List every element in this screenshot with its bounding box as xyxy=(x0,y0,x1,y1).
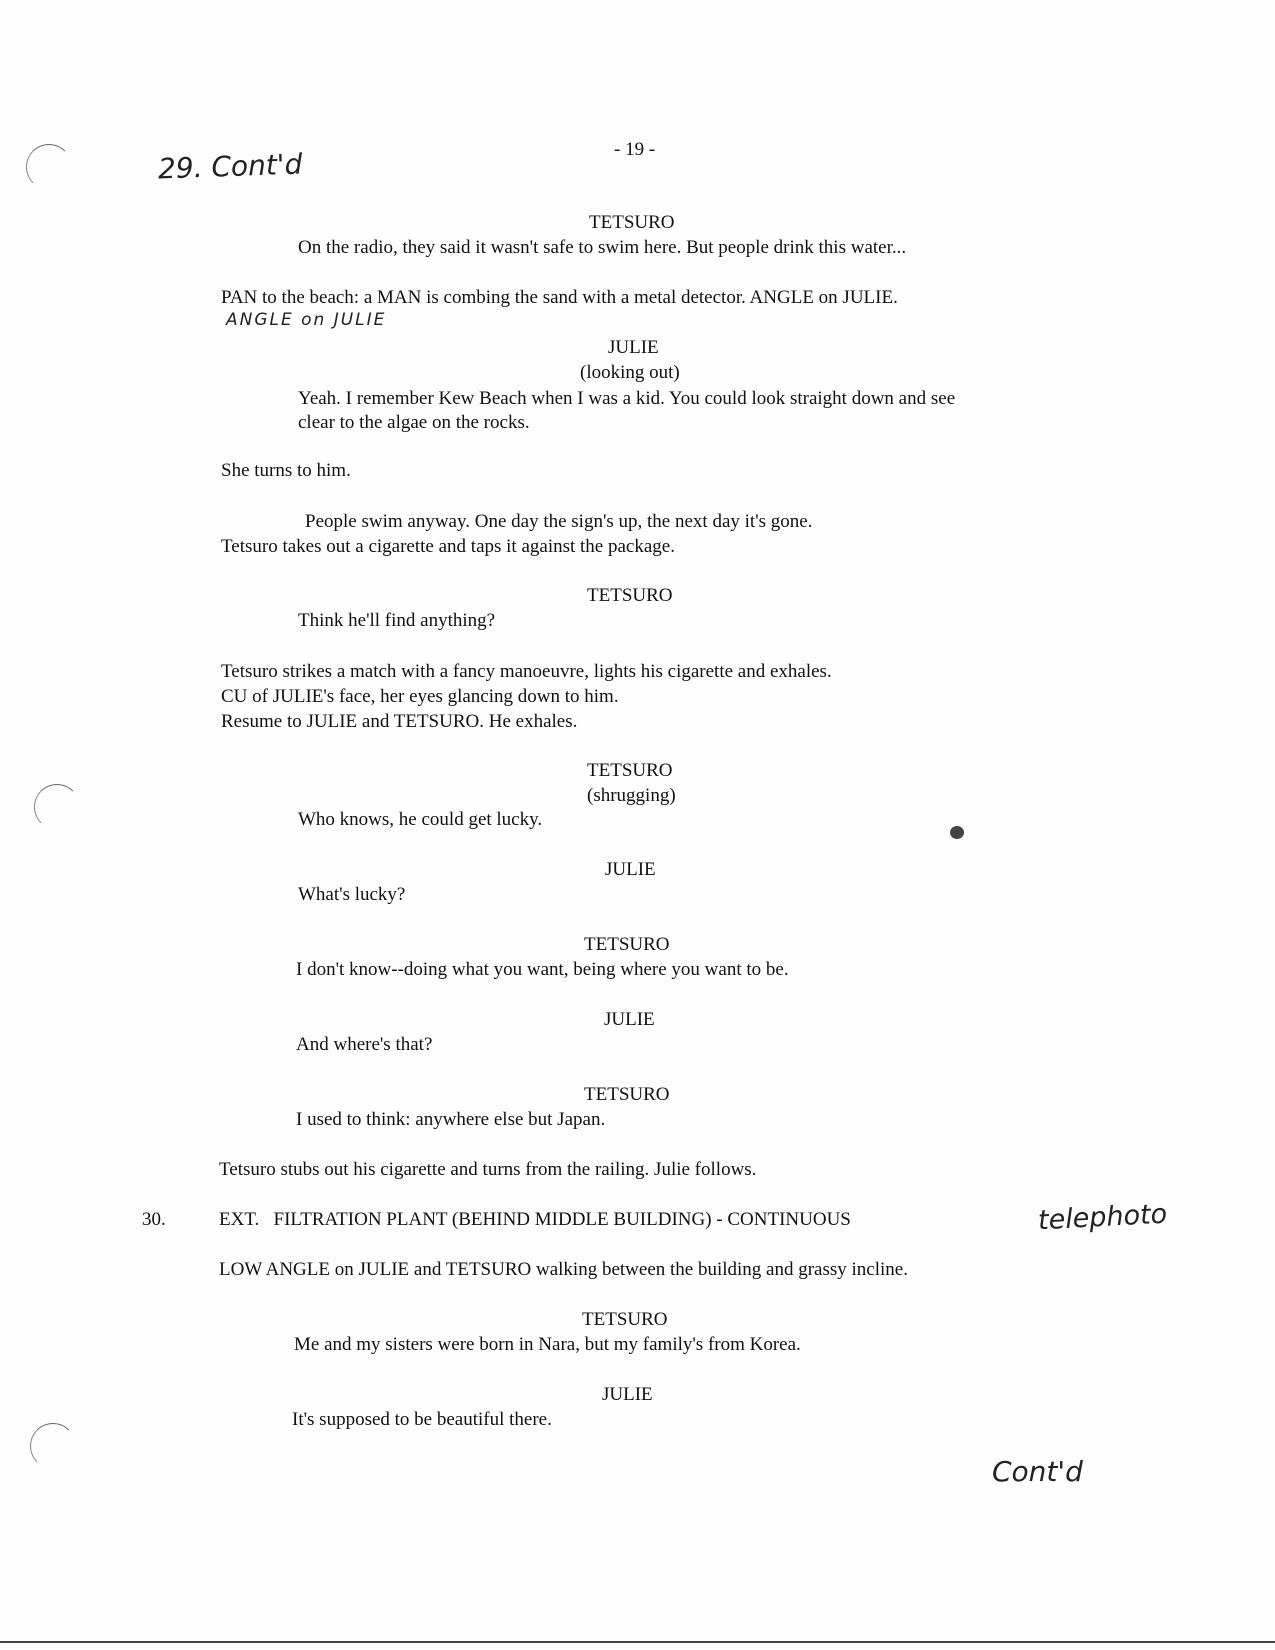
dialogue: Yeah. I remember Kew Beach when I was a kid. You could look straight down and see xyxy=(298,388,956,409)
scene-number: 30. xyxy=(142,1209,166,1230)
handwritten-telephoto-note: telephoto xyxy=(1037,1198,1168,1237)
dialogue: And where's that? xyxy=(296,1034,433,1055)
character-cue: TETSURO xyxy=(584,934,670,955)
character-cue: JULIE xyxy=(602,1384,653,1405)
binder-hole-bottom xyxy=(30,1423,76,1469)
scene-heading: EXT. FILTRATION PLANT (BEHIND MIDDLE BUILDING) - CONTINUOUS xyxy=(219,1209,851,1230)
character-cue: TETSURO xyxy=(584,1084,670,1105)
dialogue: Me and my sisters were born in Nara, but my family's from Korea. xyxy=(294,1334,801,1355)
character-cue: TETSURO xyxy=(582,1309,668,1330)
dialogue: Who knows, he could get lucky. xyxy=(298,809,543,830)
dialogue: It's supposed to be beautiful there. xyxy=(292,1409,552,1430)
parenthetical: (shrugging) xyxy=(587,785,676,806)
page-number: - 19 - xyxy=(614,139,656,160)
action-line: PAN to the beach: a MAN is combing the sand with a metal detector. ANGLE on JULIE. xyxy=(221,287,898,308)
handwritten-angle-note: ANGLE on JULIE xyxy=(226,310,387,330)
dialogue: clear to the algae on the rocks. xyxy=(298,412,530,433)
action-line: Tetsuro takes out a cigarette and taps it against the package. xyxy=(221,536,675,557)
action-line: CU of JULIE's face, her eyes glancing down to him. xyxy=(221,686,619,707)
character-cue: TETSURO xyxy=(587,585,673,606)
parenthetical: (looking out) xyxy=(580,362,680,383)
character-cue: JULIE xyxy=(604,1009,655,1030)
binder-hole-top xyxy=(26,144,72,190)
action-line: Tetsuro stubs out his cigarette and turns from the railing. Julie follows. xyxy=(219,1159,757,1180)
character-cue: JULIE xyxy=(608,337,659,358)
character-cue: TETSURO xyxy=(587,760,673,781)
character-cue: TETSURO xyxy=(589,212,675,233)
binder-hole-middle xyxy=(34,784,80,830)
action-line: Resume to JULIE and TETSURO. He exhales. xyxy=(221,711,578,732)
character-cue: JULIE xyxy=(605,859,656,880)
action-line: LOW ANGLE on JULIE and TETSURO walking between the building and grassy incline. xyxy=(219,1259,908,1280)
action-line: She turns to him. xyxy=(221,460,351,481)
dialogue: What's lucky? xyxy=(298,884,406,905)
dialogue: People swim anyway. One day the sign's up, the next day it's gone. xyxy=(305,511,813,532)
handwritten-scene-contd: 29. Cont'd xyxy=(157,147,303,186)
page-bottom-edge xyxy=(0,1641,1275,1643)
dialogue: On the radio, they said it wasn't safe to swim here. But people drink this water... xyxy=(298,237,907,258)
dialogue: I used to think: anywhere else but Japan. xyxy=(296,1109,606,1130)
dialogue: Think he'll find anything? xyxy=(298,610,496,631)
handwritten-contd-bottom: Cont'd xyxy=(992,1455,1083,1488)
action-line: Tetsuro strikes a match with a fancy manoeuvre, lights his cigarette and exhales. xyxy=(221,661,832,682)
dialogue: I don't know--doing what you want, being where you want to be. xyxy=(296,959,789,980)
ink-speck xyxy=(950,826,964,839)
